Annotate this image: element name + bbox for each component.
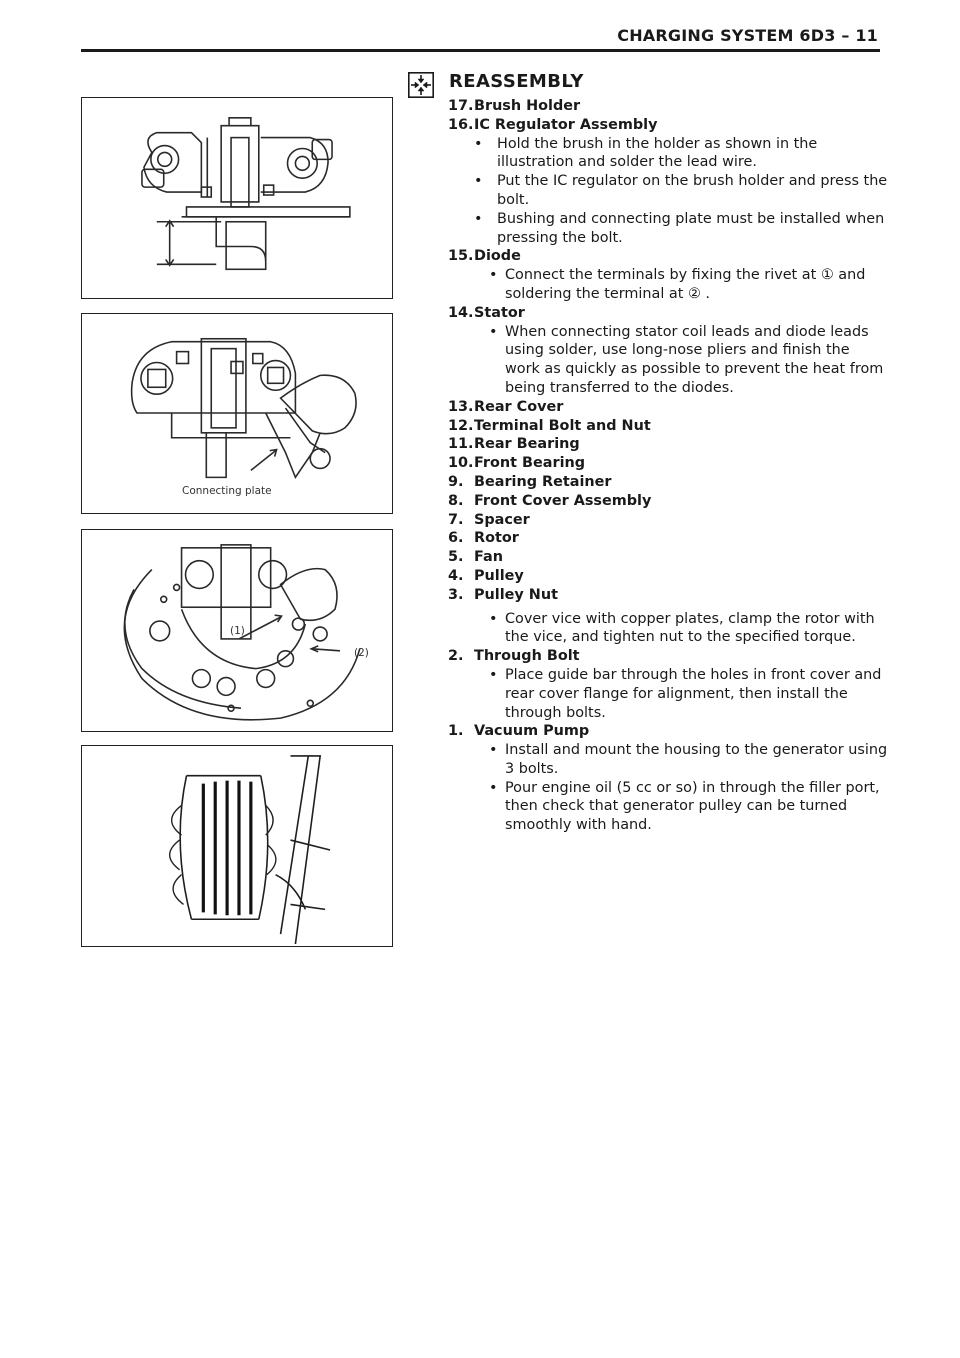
step-6: 6. Rotor	[448, 530, 519, 547]
step-1-bullet-1: • Install and mount the housing to the generator using 3 bolts.	[505, 741, 888, 779]
figure-stator	[81, 745, 393, 947]
step-1: 1. Vacuum Pump	[448, 723, 590, 740]
section-title: REASSEMBLY	[449, 71, 584, 92]
step-14: 14.Stator	[448, 304, 525, 321]
step-13: 13.Rear Cover	[448, 398, 564, 415]
step-2: 2. Through Bolt	[448, 648, 580, 665]
brush-holder-illustration	[82, 98, 392, 298]
step-16: 16.IC Regulator Assembly	[448, 116, 658, 133]
stator-illustration	[82, 746, 392, 946]
figure-label-terminal-2: (2)	[354, 647, 369, 659]
step-3-bullet-1: • Cover vice with copper plates, clamp the rotor with the vice, and tighten nut to the specified torque.	[505, 610, 888, 648]
figure-brush-holder	[81, 97, 393, 299]
step-14-bullet-1: • When connecting stator coil leads and diode leads using solder, use long-nose pliers and finish the work as quickly as possible to prevent the heat from being transferred to the diodes.	[505, 323, 888, 398]
step-2-bullet-1: • Place guide bar through the holes in front cover and rear cover flange for alignment, then install the through bolts.	[505, 666, 888, 722]
step-17: 17.Brush Holder	[448, 98, 581, 114]
figure-label-rivet-1: (1)	[230, 625, 245, 637]
step-16-bullet-2: • Put the IC regulator on the brush holder and press the bolt.	[497, 172, 888, 210]
step-10: 10.Front Bearing	[448, 455, 586, 472]
step-15: 15.Diode	[448, 248, 521, 265]
figure-diode	[81, 529, 393, 732]
step-4: 4. Pulley	[448, 567, 524, 584]
reassembly-steps	[448, 97, 888, 835]
connecting-plate-illustration	[82, 314, 392, 513]
step-8: 8. Front Cover Assembly	[448, 492, 652, 509]
step-16-bullet-1: • Hold the brush in the holder as shown in the illustration and solder the lead wire.	[497, 135, 888, 173]
page-header-title: CHARGING SYSTEM 6D3 – 11	[617, 26, 878, 45]
figure-label-connecting-plate: Connecting plate	[182, 485, 272, 497]
step-15-bullet-1: • Connect the terminals by fixing the rivet at ① and soldering the terminal at ② .	[505, 266, 888, 304]
step-3: 3. Pulley Nut	[448, 586, 558, 603]
step-16-note: • Bushing and connecting plate must be installed when pressing the bolt.	[497, 210, 888, 248]
step-7: 7. Spacer	[448, 511, 530, 528]
step-11: 11.Rear Bearing	[448, 436, 580, 453]
reassembly-arrows-icon	[408, 72, 434, 98]
step-9: 9. Bearing Retainer	[448, 473, 612, 490]
header-rule	[81, 49, 880, 52]
step-5: 5. Fan	[448, 549, 503, 566]
step-12: 12.Terminal Bolt and Nut	[448, 417, 651, 434]
figure-connecting-plate	[81, 313, 393, 514]
step-1-bullet-2: • Pour engine oil (5 cc or so) in through the filler port, then check that generator pulley can be turned smoothly with hand.	[505, 779, 888, 835]
